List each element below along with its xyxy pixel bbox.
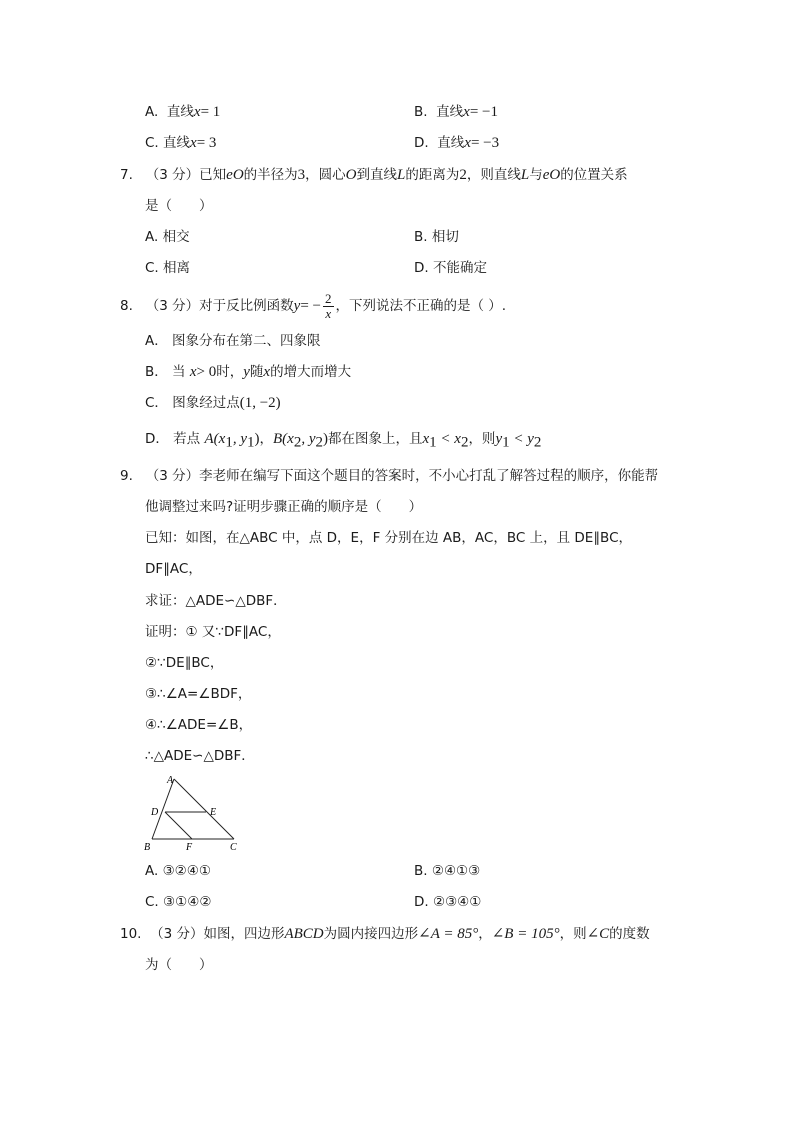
label-e: E — [210, 807, 217, 818]
q7-option-c: C. 相离 — [145, 260, 191, 276]
q7-option-d: D. 不能确定 — [414, 260, 487, 276]
q6-option-b: B. 直线x= −1 — [414, 104, 498, 120]
q9-proof-step4: ④∴∠ADE=∠B， — [145, 717, 253, 733]
label-f: F — [186, 842, 193, 853]
q9-proof-conclusion: ∴△ADE∽△DBF． — [145, 748, 255, 764]
q9-prove: 求证：△ADE∽△DBF． — [145, 593, 287, 609]
label-d: D — [151, 807, 159, 818]
q7-option-a: A. 相交 — [145, 229, 190, 245]
q7-stem: 7. （3 分）已知eO的半径为3，圆心O到直线L的距离为2，则直线L与eO的位置关系 — [120, 167, 628, 183]
label-b: B — [144, 842, 151, 853]
q9-stem-line1: 9. （3 分）李老师在编写下面这个题目的答案时，不小心打乱了解答过程的顺序，你能帮 — [120, 468, 659, 484]
q10-stem: 10. （3 分）如图，四边形ABCD为圆内接四边形∠A = 85°，∠B = 105°，则∠C的度数 — [120, 926, 650, 942]
label-c: C — [230, 842, 237, 853]
q9-option-a: A. ③②④① — [145, 863, 211, 879]
q6-option-d: D. 直线x= −3 — [414, 135, 500, 151]
q8-option-d: D． 若点 $A(x_1$, $y_1$)，$B(x_2$, $y_2$)都在图象上，且$x_1 < x_2$，则$y_1 < y_2$ — [145, 431, 542, 451]
q9-proof-step2: ②∵DE∥BC， — [145, 655, 224, 671]
q8-option-c: C． 图象经过点(1, −2) — [145, 395, 281, 411]
q9-stem-line2: 他调整过来吗?证明步骤正确的顺序是（ ） — [145, 499, 423, 515]
q7-stem-line2: 是（ ） — [145, 198, 213, 214]
q9-proof-step3: ③∴∠A=∠BDF， — [145, 686, 252, 702]
label-a: A — [167, 775, 174, 786]
q6-option-c: C. 直线x= 3 — [145, 135, 217, 151]
q9-option-d: D. ②③④① — [414, 894, 482, 910]
q6-option-a: A. 直线x= 1 — [145, 104, 221, 120]
q8-option-b: B． 当 x> 0时，y随x的增大而增大 — [145, 364, 352, 380]
q8-option-a: A． 图象分布在第二、四象限 — [145, 333, 321, 349]
segment-df — [165, 812, 192, 839]
q9-given-line1: 已知：如图，在△ABC 中，点 D，E，F 分别在边 AB，AC，BC 上，且 DE∥BC， — [145, 530, 633, 546]
fraction-2-over-x: $\frac{2}{x}$ — [325, 290, 332, 321]
q9-option-b: B. ②④①③ — [414, 863, 481, 879]
q8-stem: 8. （3 分）对于反比例函数y= − $\frac{2}{x}$ ，下列说法不正确的是（ ）. — [120, 290, 507, 321]
q7-option-b: B. 相切 — [414, 229, 459, 245]
q9-option-c: C. ③①④② — [145, 894, 212, 910]
triangle-figure — [138, 774, 248, 854]
q10-stem-line2: 为（ ） — [145, 957, 213, 973]
q9-proof-step1: 证明：① 又∵DF∥AC， — [145, 624, 281, 640]
q9-given-line2: DF∥AC， — [145, 561, 202, 577]
